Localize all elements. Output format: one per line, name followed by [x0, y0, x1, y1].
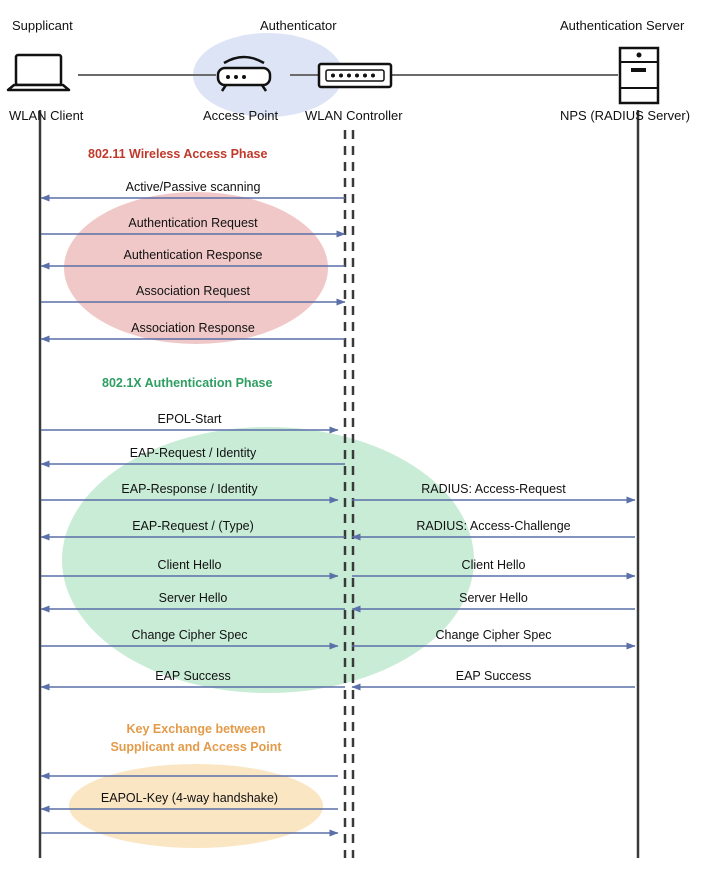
message-label: EAP-Response / Identity [121, 482, 258, 496]
message-label: EAP Success [155, 669, 231, 683]
phase-label-keyexchange-line2: Supplicant and Access Point [110, 740, 282, 754]
actor-title-authenticator: Authenticator [260, 18, 337, 33]
message-label: RADIUS: Access-Challenge [416, 519, 571, 533]
phase-label-dot1x: 802.1X Authentication Phase [102, 376, 273, 390]
message-label: Client Hello [157, 558, 222, 572]
actor-subtitle-access-point: Access Point [203, 108, 279, 123]
phase-label-keyexchange-line1: Key Exchange between [126, 722, 266, 736]
message-label: Server Hello [158, 591, 228, 605]
wlan-controller-icon [319, 64, 391, 87]
actor-subtitle-supplicant: WLAN Client [9, 108, 84, 123]
message-label: Authentication Request [128, 216, 258, 230]
actor-subtitle-nps: NPS (RADIUS Server) [560, 108, 691, 123]
server-icon [620, 48, 658, 103]
actor-title-auth-server: Authentication Server [560, 18, 685, 33]
laptop-icon [8, 55, 69, 90]
message-label: RADIUS: Access-Request [421, 482, 566, 496]
message-label: EAP-Request / Identity [129, 446, 257, 460]
message-label: EAP Success [455, 669, 532, 683]
message-label: Server Hello [459, 591, 528, 605]
message-label: Change Cipher Spec [435, 628, 552, 642]
actor-title-supplicant: Supplicant [12, 18, 73, 33]
message-label: EAP-Request / (Type) [132, 519, 254, 533]
message-label: Change Cipher Spec [131, 628, 248, 642]
message-label: Association Request [136, 284, 250, 298]
phase-label-wireless: 802.11 Wireless Access Phase [88, 147, 268, 161]
message-label: Association Response [131, 321, 255, 335]
message-label: Authentication Response [123, 248, 263, 262]
message-label: EAPOL-Key (4-way handshake) [100, 791, 279, 805]
dot1x-phase-ellipse [62, 427, 474, 693]
actor-subtitle-wlan-controller: WLAN Controller [305, 108, 403, 123]
message-label: Active/Passive scanning [125, 180, 261, 194]
message-label: EPOL-Start [157, 412, 222, 426]
message-label: Client Hello [461, 558, 526, 572]
